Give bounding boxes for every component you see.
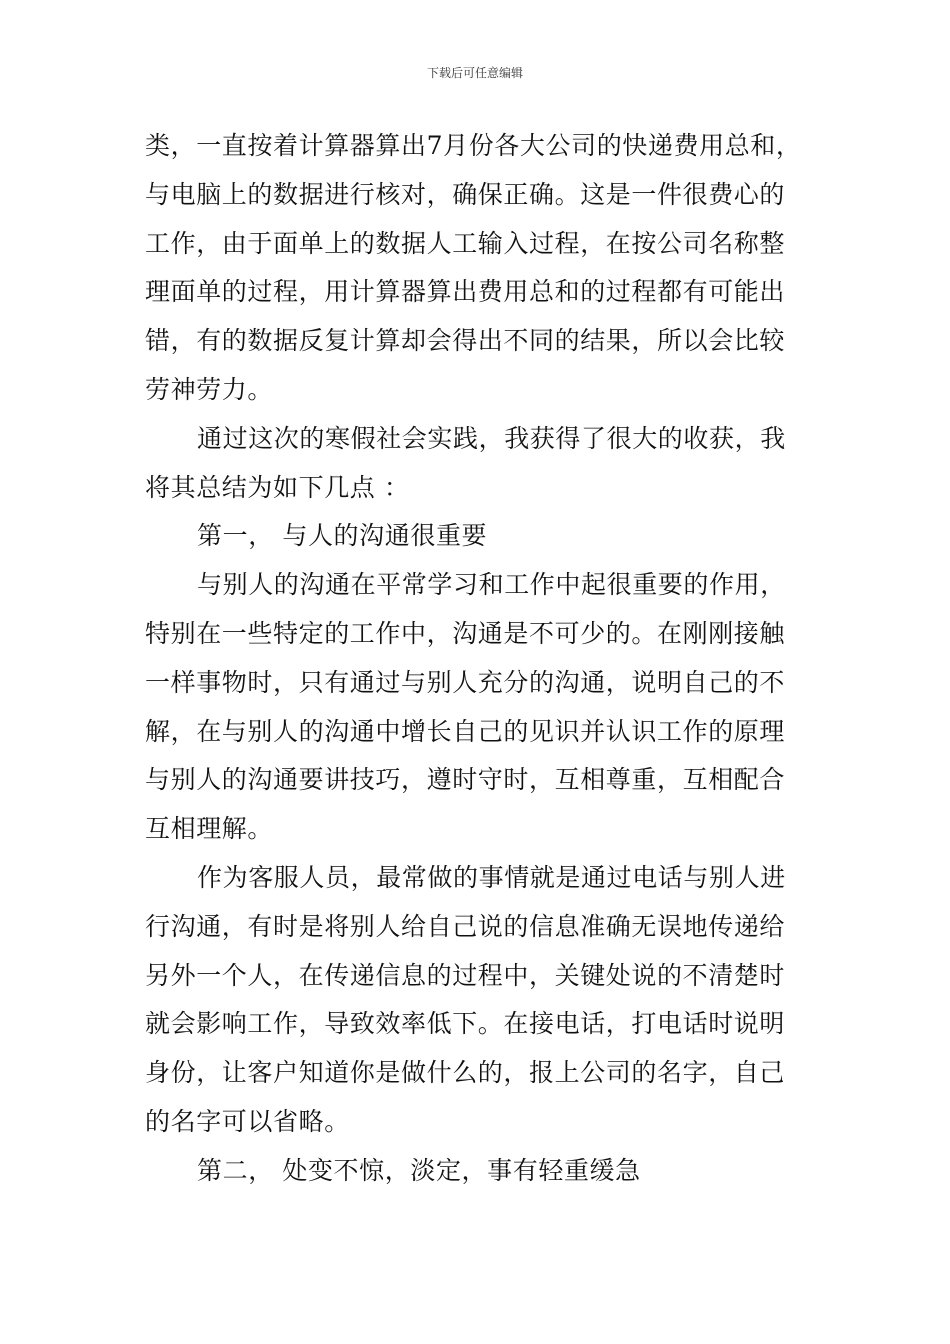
text-line: 类，一直按着计算器算出7月份各大公司的快递费用总和， bbox=[145, 131, 802, 160]
text-line: 互相理解。 bbox=[145, 814, 274, 844]
text-line: 就会影响工作，导致效率低下。在接电话，打电话时说明 bbox=[145, 1009, 786, 1039]
text-line: 与别人的沟通在平常学习和工作中起很重要的作用， bbox=[197, 570, 786, 600]
text-line: 行沟通，有时是将别人给自己说的信息准确无误地传递给 bbox=[145, 911, 786, 941]
document-body bbox=[145, 122, 807, 1196]
text-line: 与电脑上的数据进行核对，确保正确。这是一件很费心的 bbox=[145, 179, 786, 209]
text-line: 身份，让客户知道你是做什么的，报上公司的名字，自己 bbox=[145, 1058, 786, 1088]
text-line: 另外一个人，在传递信息的过程中，关键处说的不清楚时 bbox=[145, 960, 786, 990]
text-line: 理面单的过程，用计算器算出费用总和的过程都有可能出 bbox=[145, 277, 786, 307]
page-header: 下载后可任意编辑 bbox=[426, 66, 523, 80]
text-line: 特别在一些特定的工作中，沟通是不可少的。在刚刚接触 bbox=[145, 618, 786, 648]
text-line: 工作，由于面单上的数据人工输入过程，在按公司名称整 bbox=[145, 228, 786, 258]
text-line: 与别人的沟通要讲技巧，遵时守时，互相尊重，互相配合 bbox=[145, 765, 786, 795]
text-line: 的名字可以省略。 bbox=[145, 1106, 350, 1136]
text-line: 将其总结为如下几点 ： bbox=[145, 472, 410, 502]
text-line: 第一， 与人的沟通很重要 bbox=[197, 521, 488, 551]
text-line: 作为客服人员，最常做的事情就是通过电话与别人进 bbox=[197, 862, 786, 892]
text-line: 错，有的数据反复计算却会得出不同的结果，所以会比较 bbox=[145, 326, 786, 356]
text-line: 一样事物时，只有通过与别人充分的沟通，说明自己的不 bbox=[145, 667, 786, 697]
text-line: 通过这次的寒假社会实践，我获得了很大的收获，我 bbox=[197, 423, 786, 453]
text-line: 第二， 处变不惊，淡定，事有轻重缓急 bbox=[197, 1155, 641, 1185]
text-line: 劳神劳力。 bbox=[145, 374, 274, 404]
text-line: 解，在与别人的沟通中增长自己的见识并认识工作的原理 bbox=[145, 716, 786, 746]
